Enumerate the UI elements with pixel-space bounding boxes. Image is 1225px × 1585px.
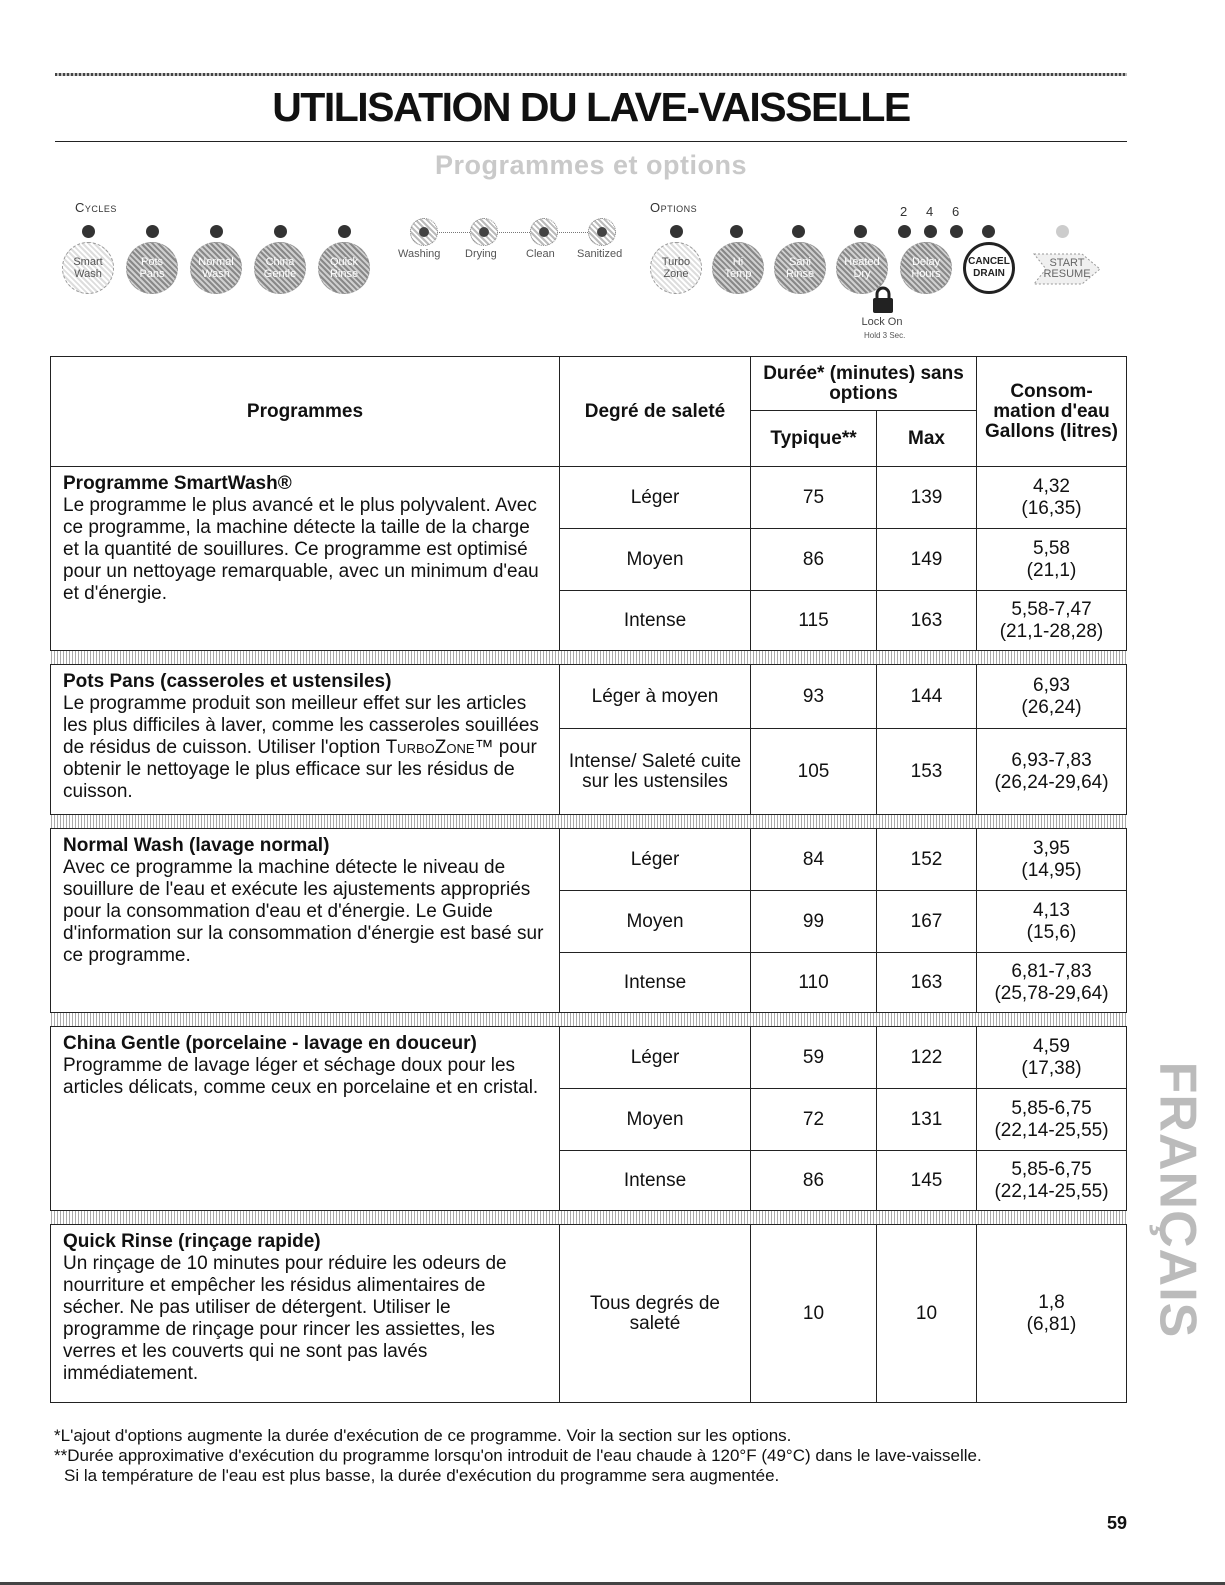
litres: (17,38) [1021, 1057, 1082, 1079]
table-row [51, 1027, 1127, 1089]
page-title: UTILISATION DU LAVE-VAISSELLE [272, 84, 910, 130]
cycle-description [51, 829, 560, 1013]
section-separator [51, 651, 1127, 665]
button-label: Pots [140, 256, 163, 268]
soil-level: Intense [560, 953, 751, 1013]
button-label: Turbo [661, 256, 691, 268]
button-label: Pans [139, 268, 165, 280]
gallons: 4,32 [1033, 475, 1070, 497]
lock-hold-label: Hold 3 Sec. [864, 331, 906, 340]
cycle-name: Quick Rinse (rinçage rapide) [63, 1231, 321, 1252]
max-minutes: 152 [877, 829, 977, 891]
delay-hours-4: 4 [926, 204, 934, 219]
soil-level: Tous degrés de saleté [560, 1225, 751, 1403]
button-label: Sani [788, 256, 812, 268]
button-label: Hi [732, 256, 744, 268]
sani-rinse-button[interactable] [774, 242, 826, 294]
max-minutes: 145 [877, 1151, 977, 1211]
cycle-name: Normal Wash (lavage normal) [63, 835, 330, 856]
drying-label: Drying [465, 248, 497, 260]
water-consumption [977, 1151, 1127, 1211]
typical-minutes: 93 [751, 665, 877, 729]
control-panel [60, 192, 1120, 362]
button-label: Wash [202, 268, 230, 280]
washing-light [410, 218, 438, 246]
soil-level: Moyen [560, 1089, 751, 1151]
cycles-table [50, 356, 1127, 1403]
table-row [51, 829, 1127, 891]
footnote-2: **Durée approximative d'exécution du programme lorsqu'on introduit de l'eau chaude à 120°F (49°C) dans le lave-vaisselle. [54, 1446, 982, 1465]
cycle-name: Programme SmartWash® [63, 473, 292, 494]
litres: (26,24) [1021, 696, 1082, 718]
gallons: 5,58 [1033, 537, 1070, 559]
typical-minutes: 59 [751, 1027, 877, 1089]
cycle-name: China Gentle (porcelaine - lavage en douceur) [63, 1033, 477, 1054]
header-max: Max [877, 411, 977, 467]
gallons: 5,85-6,75 [1011, 1158, 1092, 1180]
smart-wash-button[interactable] [62, 242, 114, 294]
header-typique: Typique** [751, 411, 877, 467]
soil-level: Léger [560, 829, 751, 891]
water-consumption [977, 729, 1127, 815]
button-label: CANCEL [968, 256, 1010, 267]
litres: (22,14-25,55) [994, 1119, 1109, 1141]
max-minutes: 149 [877, 529, 977, 591]
gallons: 3,95 [1033, 837, 1070, 859]
button-label: Smart [73, 256, 103, 268]
typical-minutes: 10 [751, 1225, 877, 1403]
typical-minutes: 86 [751, 529, 877, 591]
water-consumption [977, 1225, 1127, 1403]
cycle-description [51, 1225, 560, 1403]
button-label: Hours [911, 268, 941, 280]
header-consommation: Consom- mation d'eau Gallons (litres) [977, 357, 1127, 467]
hi-temp-button[interactable] [712, 242, 764, 294]
normal-wash-button[interactable] [190, 242, 242, 294]
washing-label: Washing [398, 248, 441, 260]
button-label: Normal [198, 256, 234, 268]
language-label: FRANÇAIS [1148, 1061, 1207, 1339]
header-programmes: Programmes [51, 357, 560, 467]
water-consumption [977, 665, 1127, 729]
litres: (25,78-29,64) [994, 982, 1109, 1004]
page-number: 59 [1106, 1513, 1127, 1533]
max-minutes: 139 [877, 467, 977, 529]
delay-hours-2: 2 [900, 204, 908, 219]
cycle-indicator [338, 225, 351, 238]
water-consumption [977, 591, 1127, 651]
button-label: Wash [74, 268, 102, 280]
gallons: 4,13 [1033, 899, 1070, 921]
max-minutes: 122 [877, 1027, 977, 1089]
section-separator [51, 1013, 1127, 1027]
status-connector [420, 232, 600, 233]
gallons: 1,8 [1038, 1291, 1065, 1313]
soil-level: Léger à moyen [560, 665, 751, 729]
table-row [51, 1225, 1127, 1403]
gallons: 6,81-7,83 [1011, 960, 1092, 982]
button-label: START [1049, 257, 1085, 269]
cancel-drain-button[interactable] [963, 242, 1015, 294]
litres: (16,35) [1021, 497, 1082, 519]
typical-minutes: 115 [751, 591, 877, 651]
button-label: Gentle [263, 268, 297, 280]
start-indicator [1056, 225, 1069, 238]
max-minutes: 163 [877, 591, 977, 651]
button-label: Heated [844, 256, 880, 268]
max-minutes: 163 [877, 953, 977, 1013]
button-label: DRAIN [973, 268, 1005, 279]
button-label: Delay [911, 256, 941, 268]
max-minutes: 153 [877, 729, 977, 815]
max-minutes: 167 [877, 891, 977, 953]
button-label: Dry [853, 268, 871, 280]
cycle-text: Le programme le plus avancé et le plus polyvalent. Avec ce programme, la machine détecte la taille de la charge et la quantité de souillures. Ce programme est optimisé pour un nettoyage remarquable, avec un minimum d'eau et d'énergie. [63, 495, 539, 604]
button-label: Rinse [329, 268, 359, 280]
water-consumption [977, 953, 1127, 1013]
header-degre: Degré de saleté [560, 357, 751, 467]
max-minutes: 131 [877, 1089, 977, 1151]
button-label: Temp [724, 268, 752, 280]
turbozone-option: TurboZone™ [385, 737, 494, 758]
options-heading: Options [650, 200, 698, 215]
cycle-name: Pots Pans (casseroles et ustensiles) [63, 671, 392, 692]
title-rule [55, 141, 1127, 142]
lock-icon [872, 286, 894, 314]
clean-light [530, 218, 558, 246]
china-gentle-button[interactable] [254, 242, 306, 294]
delay-hours-6: 6 [952, 204, 960, 219]
cycle-text: pour obtenir le nettoyage le plus efficace sur les résidus de cuisson. [63, 737, 537, 802]
water-consumption [977, 529, 1127, 591]
clean-label: Clean [526, 248, 555, 260]
top-rule [55, 73, 1127, 76]
language-tab [1146, 1055, 1208, 1345]
table-row [51, 665, 1127, 729]
button-label: Quick [329, 256, 359, 268]
gallons: 5,58-7,47 [1011, 598, 1092, 620]
typical-minutes: 105 [751, 729, 877, 815]
button-label: Rinse [785, 268, 815, 280]
sanitized-label: Sanitized [577, 248, 623, 260]
soil-level: Intense [560, 1151, 751, 1211]
table-row [51, 467, 1127, 529]
gallons: 6,93 [1033, 674, 1070, 696]
pots-pans-button[interactable] [126, 242, 178, 294]
water-consumption [977, 891, 1127, 953]
sanitized-light [588, 218, 616, 246]
footnote-3: Si la température de l'eau est plus basse, la durée d'exécution du programme sera augmentée. [64, 1466, 780, 1485]
cycle-description [51, 665, 560, 815]
cycle-description [51, 467, 560, 651]
soil-level: Moyen [560, 891, 751, 953]
litres: (15,6) [1026, 921, 1077, 943]
litres: (21,1) [1026, 559, 1077, 581]
button-label: China [265, 256, 295, 268]
litres: (22,14-25,55) [994, 1180, 1109, 1202]
soil-level: Léger [560, 467, 751, 529]
option-indicator [670, 225, 683, 238]
litres: (21,1-28,28) [999, 620, 1104, 642]
section-separator [51, 1211, 1127, 1225]
cycle-indicator [82, 225, 95, 238]
max-minutes: 144 [877, 665, 977, 729]
typical-minutes: 72 [751, 1089, 877, 1151]
delay-indicator [950, 225, 963, 238]
soil-level: Intense/ Saleté cuite sur les ustensiles [560, 729, 751, 815]
water-consumption [977, 829, 1127, 891]
delay-indicator [924, 225, 937, 238]
option-indicator [854, 225, 867, 238]
gallons: 4,59 [1033, 1035, 1070, 1057]
delay-hours-button[interactable] [900, 242, 952, 294]
footnote-1: *L'ajout d'options augmente la durée d'exécution de ce programme. Voir la section sur les options. [54, 1426, 792, 1445]
typical-minutes: 84 [751, 829, 877, 891]
section-separator [51, 815, 1127, 829]
water-consumption [977, 1027, 1127, 1089]
delay-indicator [898, 225, 911, 238]
soil-level: Moyen [560, 529, 751, 591]
drying-light [470, 218, 498, 246]
button-label: Zone [663, 268, 689, 280]
water-consumption [977, 1089, 1127, 1151]
cycle-text: Un rinçage de 10 minutes pour réduire les odeurs de nourriture et empêcher les résidus alimentaires de sécher. Ne pas utiliser de détergent. Utiliser le programme de rinçage pour rincer les assiettes, les verres et les couverts qui ne sont pas lavés immédiatement. [63, 1253, 507, 1384]
cycle-text: Avec ce programme la machine détecte le niveau de souillure de l'eau et exécute les ajustements appropriés pour la consommation d'eau et d'énergie. Le Guide d'information sur la consommation d'énergie est basé sur ce programme. [63, 857, 544, 966]
litres: (6,81) [1026, 1313, 1077, 1335]
water-consumption [977, 467, 1127, 529]
start-resume-button[interactable] [1032, 244, 1102, 294]
cycle-text: Programme de lavage léger et séchage doux pour les articles délicats, comme ceux en porcelaine et en cristal. [63, 1055, 539, 1098]
cycles-heading: Cycles [75, 200, 117, 215]
footnotes [54, 1426, 1134, 1486]
litres: (26,24-29,64) [994, 771, 1109, 793]
quick-rinse-button[interactable] [318, 242, 370, 294]
button-label: RESUME [1043, 268, 1091, 280]
typical-minutes: 86 [751, 1151, 877, 1211]
cycle-indicator [210, 225, 223, 238]
cycle-indicator [146, 225, 159, 238]
typical-minutes: 75 [751, 467, 877, 529]
cycle-text: Le programme produit son meilleur effet sur les articles les plus difficiles à laver, comme les casseroles souillées de résidus de cuisson. Utiliser l'option [63, 693, 539, 758]
cancel-indicator [982, 225, 995, 238]
gallons: 5,85-6,75 [1011, 1097, 1092, 1119]
option-indicator [730, 225, 743, 238]
soil-level: Léger [560, 1027, 751, 1089]
max-minutes: 10 [877, 1225, 977, 1403]
lock-on-label: Lock On [861, 316, 903, 328]
cycle-indicator [274, 225, 287, 238]
typical-minutes: 110 [751, 953, 877, 1013]
gallons: 6,93-7,83 [1011, 749, 1092, 771]
turbo-zone-button[interactable] [650, 242, 702, 294]
cycle-description [51, 1027, 560, 1211]
litres: (14,95) [1021, 859, 1082, 881]
soil-level: Intense [560, 591, 751, 651]
option-indicator [792, 225, 805, 238]
section-subtitle: Programmes et options [434, 150, 748, 180]
header-duree: Durée* (minutes) sans options [751, 357, 977, 411]
typical-minutes: 99 [751, 891, 877, 953]
